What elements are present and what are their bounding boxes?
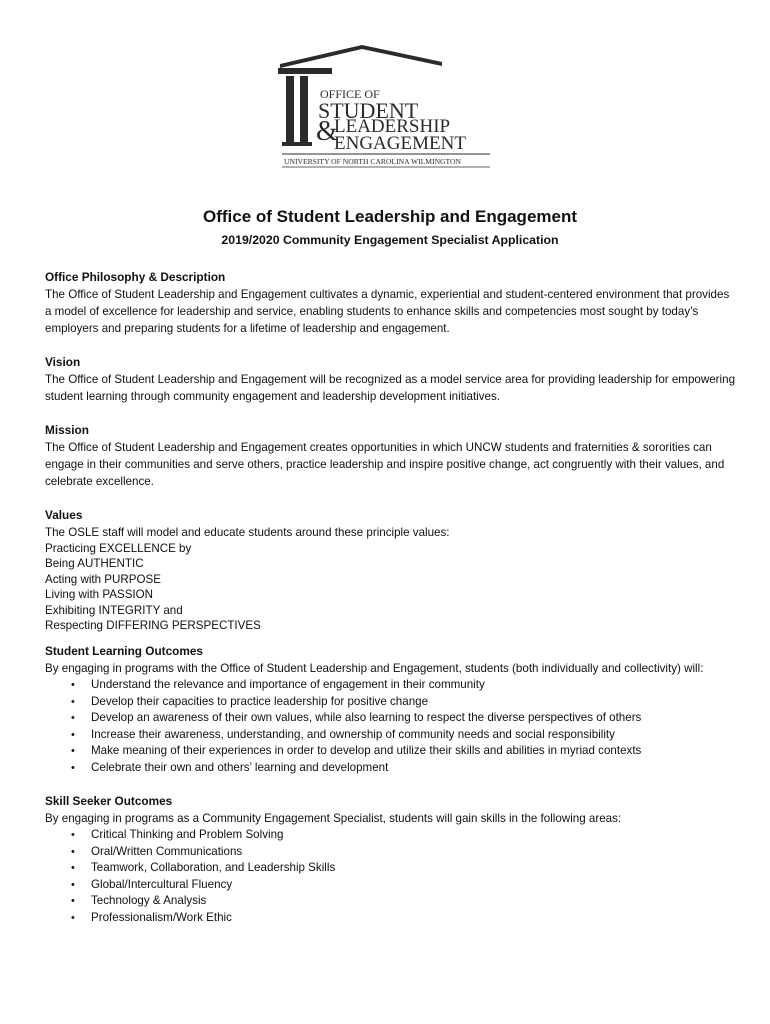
list-item-text: Teamwork, Collaboration, and Leadership Skills	[91, 861, 336, 875]
bullet-icon: •	[71, 712, 75, 725]
logo-base	[282, 142, 312, 146]
philosophy-heading: Office Philosophy & Description	[45, 270, 226, 284]
section-philosophy	[45, 269, 735, 337]
list-item	[45, 827, 735, 844]
logo-line2: STUDENT	[318, 98, 419, 123]
section-mission	[45, 422, 735, 490]
skills-intro: By engaging in programs as a Community Engagement Specialist, students will gain skills in the following areas:	[45, 812, 622, 826]
list-item-text: Understand the relevance and importance of engagement in their community	[91, 678, 485, 692]
philosophy-text: The Office of Student Leadership and Engagement cultivates a dynamic, experiential and student-centered environment that provides a model of excellence for leadership and service, enabling students to enhance skills and competencies most sought by today’s employers and preparing students for a lifetime of leadership and engagement.	[45, 288, 730, 335]
bullet-icon: •	[71, 845, 75, 858]
bullet-icon: •	[71, 695, 75, 708]
mission-text: The Office of Student Leadership and Engagement creates opportunities in which UNCW students and fraternities & sororities can engage in their communities and serve others, practice leadership and inspire positive change, act congruently with their values, and celebrate excellence.	[45, 441, 725, 488]
list-item-text: Increase their awareness, understanding, and ownership of community needs and social responsibility	[91, 727, 615, 741]
list-item	[45, 760, 735, 777]
list-item	[45, 860, 735, 877]
list-item-text: Technology & Analysis	[91, 894, 207, 908]
vision-text: The Office of Student Leadership and Engagement will be recognized as a model service area for providing leadership for empowering student learning through community engagement and leadership development initiatives.	[45, 373, 736, 403]
logo-column-left	[286, 76, 294, 142]
bullet-icon: •	[71, 862, 75, 875]
logo-column-right	[300, 76, 308, 142]
list-item	[45, 844, 735, 861]
value-item: Living with PASSION	[45, 588, 154, 602]
skills-list	[45, 827, 735, 926]
bullet-icon: •	[71, 829, 75, 842]
list-item-text: Global/Intercultural Fluency	[91, 877, 233, 891]
learning-intro: By engaging in programs with the Office of Student Leadership and Engagement, students (both individually and collectivity) will:	[45, 662, 704, 676]
osle-logo-graphic	[272, 42, 494, 174]
vision-heading: Vision	[45, 355, 81, 369]
list-item-text: Celebrate their own and others’ learning and development	[91, 760, 389, 774]
logo-entablature	[278, 68, 332, 74]
value-item: Respecting DIFFERING PERSPECTIVES	[45, 619, 261, 633]
bullet-icon: •	[71, 679, 75, 692]
skills-heading: Skill Seeker Outcomes	[45, 794, 173, 809]
logo-university: UNIVERSITY OF NORTH CAROLINA WILMINGTON	[284, 157, 462, 166]
section-vision	[45, 354, 735, 405]
logo-line1: OFFICE OF	[320, 87, 380, 101]
list-item	[45, 743, 735, 760]
values-heading: Values	[45, 508, 83, 522]
logo-ampersand: &	[316, 116, 338, 147]
list-item	[45, 677, 735, 694]
section-skill-outcomes	[45, 793, 735, 926]
list-item-text: Make meaning of their experiences in order to develop and utilize their skills and abilities in myriad contexts	[91, 744, 642, 758]
list-item	[45, 893, 735, 910]
document-body	[45, 206, 735, 926]
value-item: Exhibiting INTEGRITY and	[45, 603, 183, 617]
values-intro: The OSLE staff will model and educate students around these principle values:	[45, 526, 450, 539]
section-learning-outcomes	[45, 643, 735, 776]
value-item: Acting with PURPOSE	[45, 572, 161, 586]
list-item	[45, 710, 735, 727]
logo-roof	[280, 45, 442, 68]
list-item-text: Professionalism/Work Ethic	[91, 910, 232, 924]
document-subtitle: 2019/2020 Community Engagement Specialist Application	[221, 233, 559, 247]
list-item-text: Oral/Written Communications	[91, 844, 243, 858]
bullet-icon: •	[71, 745, 75, 758]
list-item	[45, 877, 735, 894]
mission-heading: Mission	[45, 423, 89, 437]
list-item-text: Develop their capacities to practice leadership for positive change	[91, 694, 429, 708]
section-values	[45, 507, 735, 633]
list-item	[45, 727, 735, 744]
value-item: Practicing EXCELLENCE by	[45, 542, 192, 555]
bullet-icon: •	[71, 878, 75, 891]
learning-list	[45, 677, 735, 776]
osle-logo	[272, 42, 494, 174]
list-item	[45, 694, 735, 711]
learning-heading: Student Learning Outcomes	[45, 644, 203, 659]
list-item-text: Critical Thinking and Problem Solving	[91, 828, 284, 842]
bullet-icon: •	[71, 895, 75, 908]
value-item: Being AUTHENTIC	[45, 557, 144, 571]
logo-line4: ENGAGEMENT	[334, 133, 466, 154]
list-item	[45, 910, 735, 927]
list-item-text: Develop an awareness of their own values, while also learning to respect the diverse perspectives of others	[91, 711, 642, 725]
bullet-icon: •	[71, 911, 75, 924]
document-title: Office of Student Leadership and Engagement	[202, 207, 578, 226]
bullet-icon: •	[71, 761, 75, 774]
logo-line3: LEADERSHIP	[334, 116, 451, 137]
bullet-icon: •	[71, 728, 75, 741]
